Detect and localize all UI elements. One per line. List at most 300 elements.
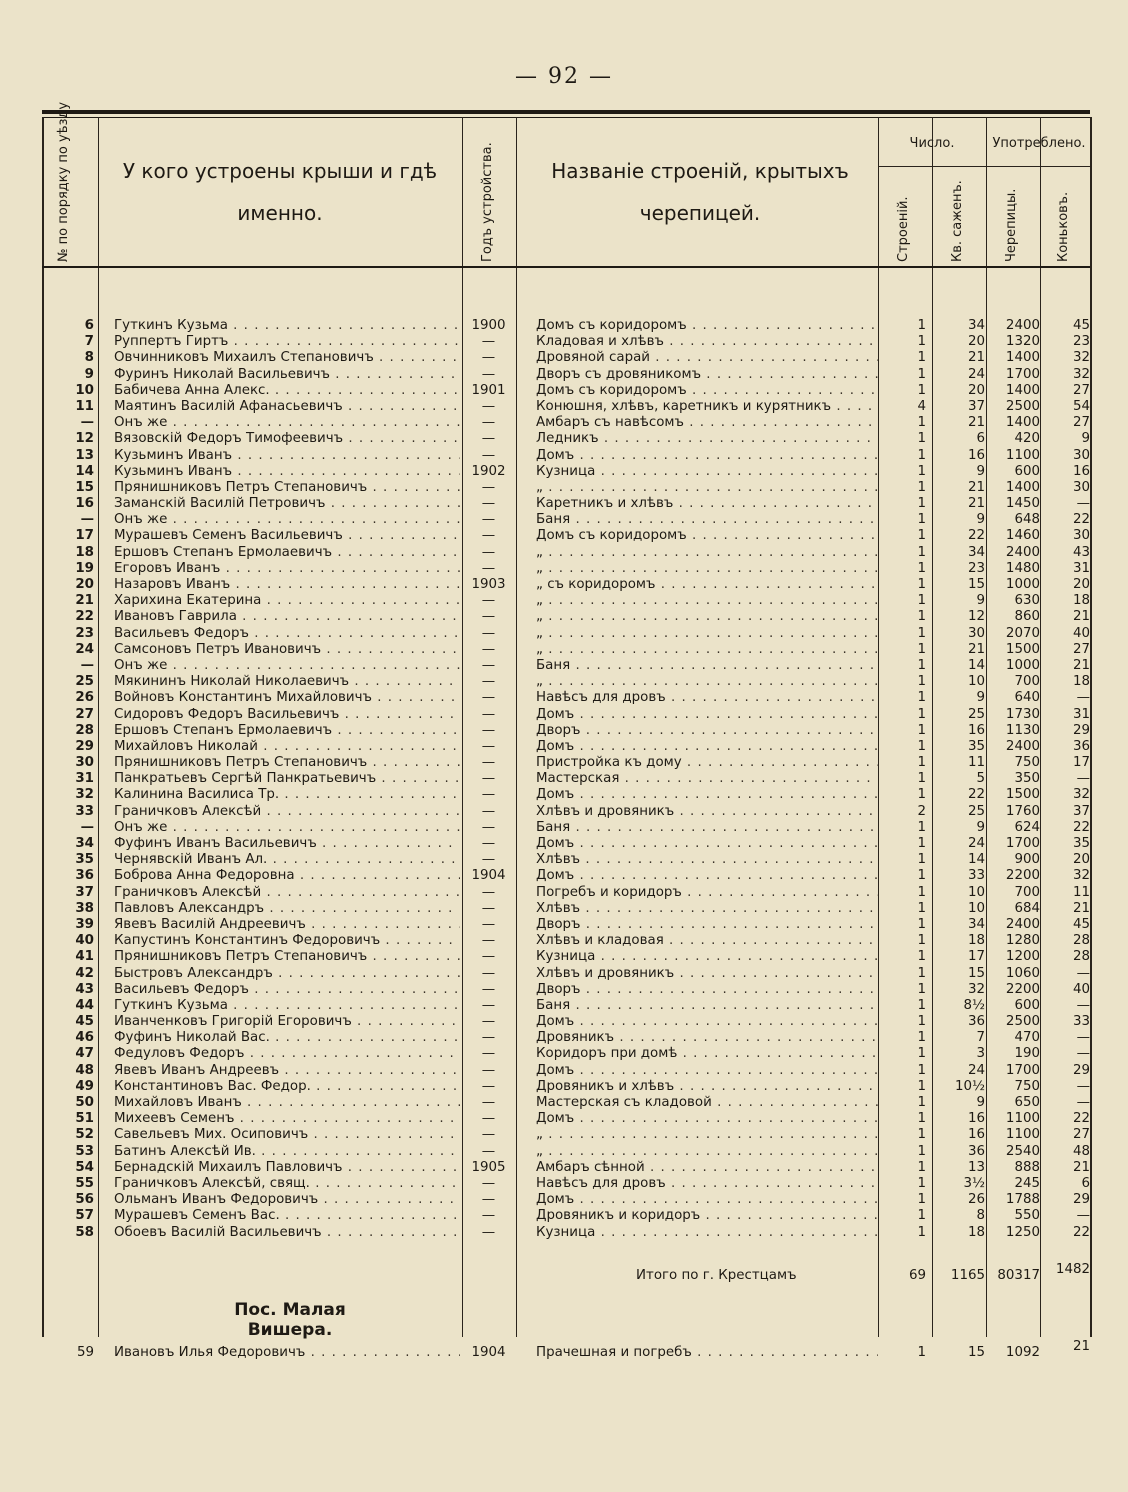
row-area: 24 bbox=[967, 836, 985, 851]
row-tiles: 2400 bbox=[1005, 738, 1040, 754]
group-rule bbox=[878, 166, 1090, 167]
row-tiles: 1060 bbox=[1005, 965, 1040, 981]
row-area: 16 bbox=[967, 447, 985, 463]
row-tiles: 1200 bbox=[1005, 949, 1040, 965]
header-count: Строеній. bbox=[896, 196, 911, 262]
row-owner: Иванченковъ Григорій Егоровичъ . . . bbox=[114, 1014, 460, 1030]
row-tiles: 630 bbox=[1014, 593, 1040, 609]
row-tiles: 648 bbox=[1014, 512, 1040, 528]
row-count: 1 bbox=[917, 382, 926, 398]
row-year: — bbox=[481, 496, 496, 512]
total-count: 69 bbox=[908, 1268, 926, 1283]
row-ridges: 54 bbox=[1072, 398, 1090, 414]
row-ridges: 30 bbox=[1072, 447, 1090, 463]
row-tiles: 1130 bbox=[1005, 722, 1040, 738]
row-ridges: 27 bbox=[1072, 641, 1090, 657]
row-count: 1 bbox=[917, 1095, 926, 1110]
row-ridges: 28 bbox=[1072, 949, 1090, 965]
row-tiles: 2200 bbox=[1005, 981, 1040, 997]
row-ridges: 23 bbox=[1072, 334, 1090, 350]
row-year: — bbox=[481, 334, 496, 350]
row-tiles: 1250 bbox=[1005, 1224, 1040, 1240]
row-year: — bbox=[481, 1192, 496, 1208]
row-area: 10 bbox=[967, 900, 985, 916]
table-row bbox=[42, 350, 1092, 366]
row-count: 1 bbox=[917, 981, 926, 997]
row-ridges: 27 bbox=[1072, 1127, 1090, 1143]
row-building: Хлѣвъ и кладовая . . . bbox=[536, 933, 878, 949]
row-owner: Кузьминъ Иванъ . . . bbox=[114, 464, 460, 480]
row-num: 16 bbox=[75, 496, 94, 512]
row-count: 1 bbox=[917, 916, 926, 932]
row-num: — bbox=[80, 657, 94, 673]
row-count: 1 bbox=[917, 674, 926, 690]
row-ridges: 20 bbox=[1072, 852, 1090, 868]
row-num: 47 bbox=[75, 1046, 94, 1062]
row-owner: Прянишниковъ Петръ Степановичъ . . . bbox=[114, 480, 460, 496]
row-area: 18 bbox=[967, 933, 985, 949]
row-count: 1 bbox=[917, 641, 926, 657]
row-ridges: 21 bbox=[1072, 657, 1090, 673]
table-body bbox=[42, 318, 1092, 1241]
row-area: 24 bbox=[967, 1062, 985, 1078]
row-num: 6 bbox=[84, 318, 94, 333]
row-building: „ . . . bbox=[536, 609, 878, 625]
row-tiles: 1760 bbox=[1005, 803, 1040, 819]
row-building: „ . . . bbox=[536, 561, 878, 577]
row-building: Дровяникъ и коридоръ . . . bbox=[536, 1208, 878, 1224]
row-tiles: 2500 bbox=[1005, 398, 1040, 414]
row-count: 1 bbox=[917, 852, 926, 868]
row-count: 1 bbox=[917, 1062, 926, 1078]
row-building: „ съ коридоромъ . . . bbox=[536, 577, 878, 593]
row-ridges: 35 bbox=[1072, 836, 1090, 851]
row-building: Домъ съ коридоромъ . . . bbox=[536, 528, 878, 544]
row-count: 1 bbox=[917, 609, 926, 625]
row-ridges: 22 bbox=[1072, 1224, 1090, 1240]
row-year: — bbox=[481, 836, 496, 851]
row-owner: Граничковъ Алексѣй, свящ. . . . bbox=[114, 1176, 460, 1192]
row-num: 33 bbox=[75, 803, 94, 819]
row-year: — bbox=[481, 819, 496, 835]
row-area: 6 bbox=[976, 431, 985, 447]
row-ridges: 30 bbox=[1072, 528, 1090, 544]
table-row bbox=[42, 318, 1092, 334]
row-building: „ . . . bbox=[536, 674, 878, 690]
table-row bbox=[42, 1063, 1092, 1079]
row-building: Хлѣвъ и дровяникъ . . . bbox=[536, 966, 878, 982]
row-count: 1 bbox=[917, 1345, 926, 1360]
row-area: 18 bbox=[967, 1224, 985, 1240]
table-row bbox=[42, 852, 1092, 868]
row-count: 1 bbox=[917, 1159, 926, 1175]
row-num: 30 bbox=[75, 755, 94, 771]
row-building: Домъ . . . bbox=[536, 868, 878, 884]
row-owner: Васильевъ Федоръ . . . bbox=[114, 982, 460, 998]
row-tiles: 1280 bbox=[1005, 933, 1040, 949]
row-num: 46 bbox=[75, 1030, 94, 1046]
row-ridges: 16 bbox=[1072, 463, 1090, 479]
row-building: Погребъ и коридоръ . . . bbox=[536, 885, 878, 901]
total-label: Итого по г. Крестцамъ bbox=[636, 1268, 797, 1283]
row-year: — bbox=[481, 1127, 496, 1143]
row-year: — bbox=[481, 1143, 496, 1159]
row-tiles: 1700 bbox=[1005, 1062, 1040, 1078]
row-year: 1904 bbox=[471, 868, 506, 884]
row-num: 52 bbox=[75, 1127, 94, 1143]
row-owner: Бернадскій Михаилъ Павловичъ . . . bbox=[114, 1160, 460, 1176]
row-tiles: 860 bbox=[1014, 609, 1040, 625]
row-owner: Мурашевъ Семенъ Васильевичъ . . . bbox=[114, 528, 460, 544]
row-tiles: 1000 bbox=[1005, 577, 1040, 592]
row-owner: Граничковъ Алексѣй . . . bbox=[114, 804, 460, 820]
row-building: Домъ . . . bbox=[536, 448, 878, 464]
row-building: Пристройка къ дому . . . bbox=[536, 755, 878, 771]
row-area: 30 bbox=[967, 625, 985, 641]
table-row bbox=[42, 577, 1092, 593]
row-building: Домъ . . . bbox=[536, 1014, 878, 1030]
table-row bbox=[42, 367, 1092, 383]
row-area: 9 bbox=[976, 463, 985, 479]
row-ridges: 31 bbox=[1072, 560, 1090, 576]
row-year: — bbox=[481, 1014, 496, 1030]
row-count: 1 bbox=[917, 1175, 926, 1191]
row-tiles: 600 bbox=[1014, 463, 1040, 479]
row-ridges: 22 bbox=[1072, 1111, 1090, 1127]
row-year: — bbox=[481, 933, 496, 949]
row-year: 1903 bbox=[471, 577, 506, 592]
table-row bbox=[42, 690, 1092, 706]
row-year: — bbox=[481, 997, 496, 1013]
row-owner: Войновъ Константинъ Михайловичъ . . . bbox=[114, 690, 460, 706]
table-row bbox=[42, 626, 1092, 642]
row-count: 1 bbox=[917, 965, 926, 981]
row-count: 1 bbox=[917, 350, 926, 366]
row-owner: Михайловъ Иванъ . . . bbox=[114, 1095, 460, 1111]
row-num: 39 bbox=[75, 916, 94, 932]
row-count: 1 bbox=[917, 1111, 926, 1127]
total-tiles: 80317 bbox=[997, 1268, 1040, 1283]
row-owner: Калинина Василиса Тр. . . . bbox=[114, 787, 460, 803]
row-num: 40 bbox=[75, 933, 94, 949]
row-owner: Васильевъ Федоръ . . . bbox=[114, 626, 460, 642]
row-area: 10 bbox=[967, 884, 985, 900]
row-owner: Фуринъ Николай Васильевичъ . . . bbox=[114, 367, 460, 383]
row-area: 7 bbox=[976, 1030, 985, 1046]
row-year: — bbox=[481, 350, 496, 366]
table-row bbox=[42, 1046, 1092, 1062]
row-tiles: 1500 bbox=[1005, 641, 1040, 657]
row-num: 53 bbox=[75, 1143, 94, 1159]
row-ridges: 22 bbox=[1072, 512, 1090, 528]
row-area: 9 bbox=[976, 690, 985, 706]
row-num: 59 bbox=[76, 1345, 94, 1360]
row-tiles: 1100 bbox=[1005, 447, 1040, 463]
table-row bbox=[42, 982, 1092, 998]
row-tiles: 2400 bbox=[1005, 318, 1040, 333]
table-row bbox=[42, 1144, 1092, 1160]
row-num: 54 bbox=[75, 1159, 94, 1175]
row-ridges: 32 bbox=[1072, 868, 1090, 884]
row-area: 21 bbox=[967, 496, 985, 512]
table-row bbox=[42, 998, 1092, 1014]
row-tiles: 2400 bbox=[1005, 916, 1040, 932]
header-group-used: Употреблено. bbox=[992, 136, 1086, 151]
row-area: 9 bbox=[976, 1095, 985, 1110]
row-tiles: 1730 bbox=[1005, 706, 1040, 722]
row-num: 23 bbox=[75, 625, 94, 641]
table-row bbox=[42, 561, 1092, 577]
row-year: — bbox=[481, 1030, 496, 1046]
row-owner: Заманскій Василій Петровичъ . . . bbox=[114, 496, 460, 512]
row-ridges: 9 bbox=[1081, 431, 1090, 447]
row-area: 9 bbox=[976, 819, 985, 835]
row-tiles: 750 bbox=[1014, 1078, 1040, 1094]
row-year: — bbox=[481, 1224, 496, 1240]
row-tiles: 1700 bbox=[1005, 366, 1040, 382]
row-num: 7 bbox=[84, 334, 94, 350]
table-row bbox=[42, 609, 1092, 625]
row-building: Дровяной сарай . . . bbox=[536, 350, 878, 366]
row-area: 9 bbox=[976, 512, 985, 528]
row-count: 1 bbox=[917, 593, 926, 609]
table-row bbox=[42, 1339, 1092, 1363]
row-count: 1 bbox=[917, 479, 926, 495]
row-owner: Обоевъ Василій Васильевичъ . . . bbox=[114, 1225, 460, 1241]
header-ridges: Коньковъ. bbox=[1056, 191, 1071, 262]
row-count: 1 bbox=[917, 496, 926, 512]
row-num: 24 bbox=[75, 641, 94, 657]
row-ridges: 48 bbox=[1072, 1143, 1090, 1159]
row-area: 10½ bbox=[954, 1078, 985, 1094]
row-count: 1 bbox=[917, 560, 926, 576]
table-row bbox=[42, 787, 1092, 803]
row-area: 34 bbox=[967, 544, 985, 560]
row-num: 43 bbox=[75, 981, 94, 997]
table-row bbox=[42, 480, 1092, 496]
row-year: — bbox=[481, 593, 496, 609]
row-ridges: 27 bbox=[1072, 415, 1090, 431]
row-num: 31 bbox=[75, 771, 94, 787]
row-count: 1 bbox=[917, 868, 926, 884]
row-area: 3½ bbox=[963, 1175, 985, 1191]
row-area: 21 bbox=[967, 641, 985, 657]
row-count: 1 bbox=[917, 577, 926, 592]
row-area: 12 bbox=[967, 609, 985, 625]
row-owner: Харихина Екатерина . . . bbox=[114, 593, 460, 609]
row-area: 9 bbox=[976, 593, 985, 609]
row-area: 21 bbox=[967, 479, 985, 495]
row-owner: Онъ же . . . bbox=[114, 512, 460, 528]
row-building: Дворъ . . . bbox=[536, 723, 878, 739]
row-building: Дворъ . . . bbox=[536, 917, 878, 933]
row-ridges: 18 bbox=[1072, 674, 1090, 690]
row-owner: Мурашевъ Семенъ Вас. . . . bbox=[114, 1208, 460, 1224]
row-tiles: 1400 bbox=[1005, 382, 1040, 398]
row-num: 26 bbox=[75, 690, 94, 706]
row-owner: Фуфинъ Николай Вас. . . . bbox=[114, 1030, 460, 1046]
row-year: — bbox=[481, 479, 496, 495]
row-year: — bbox=[481, 916, 496, 932]
table-row bbox=[42, 415, 1092, 431]
row-num: 27 bbox=[75, 706, 94, 722]
row-tiles: 684 bbox=[1014, 900, 1040, 916]
row-num: 11 bbox=[75, 398, 94, 414]
row-ridges: 30 bbox=[1072, 479, 1090, 495]
row-year: 1901 bbox=[471, 382, 506, 398]
row-count: 1 bbox=[917, 884, 926, 900]
table-row bbox=[42, 334, 1092, 350]
row-area: 5 bbox=[976, 771, 985, 787]
top-rule bbox=[42, 110, 1090, 114]
row-owner: Михайловъ Николай . . . bbox=[114, 739, 460, 755]
row-num: 51 bbox=[75, 1111, 94, 1127]
row-count: 1 bbox=[917, 1208, 926, 1224]
table-row bbox=[42, 901, 1092, 917]
table-row bbox=[42, 804, 1092, 820]
row-area: 17 bbox=[967, 949, 985, 965]
row-building: Каретникъ и хлѣвъ . . . bbox=[536, 496, 878, 512]
row-num: 34 bbox=[75, 836, 94, 851]
row-tiles: 2500 bbox=[1005, 1014, 1040, 1030]
row-building: „ . . . bbox=[536, 642, 878, 658]
row-count: 1 bbox=[917, 447, 926, 463]
table-row bbox=[42, 1030, 1092, 1046]
row-ridges: — bbox=[1076, 1078, 1090, 1094]
row-count: 1 bbox=[917, 431, 926, 447]
row-ridges: 11 bbox=[1072, 884, 1090, 900]
row-tiles: 550 bbox=[1014, 1208, 1040, 1224]
row-owner: Панкратьевъ Сергѣй Панкратьевичъ . . . bbox=[114, 771, 460, 787]
row-year: — bbox=[481, 771, 496, 787]
row-tiles: 640 bbox=[1014, 690, 1040, 706]
row-year: — bbox=[481, 1208, 496, 1224]
row-tiles: 1460 bbox=[1005, 528, 1040, 544]
row-owner: Павловъ Александръ . . . bbox=[114, 901, 460, 917]
row-count: 1 bbox=[917, 819, 926, 835]
row-area: 25 bbox=[967, 803, 985, 819]
header-tiles: Черепицы. bbox=[1004, 188, 1019, 262]
row-area: 32 bbox=[967, 981, 985, 997]
row-owner: Капустинъ Константинъ Федоровичъ . . . bbox=[114, 933, 460, 949]
row-building: Хлѣвъ . . . bbox=[536, 901, 878, 917]
row-year: — bbox=[481, 884, 496, 900]
header-owner: У кого устроены крыши и гдѣ именно. bbox=[122, 159, 438, 225]
table-row bbox=[42, 383, 1092, 399]
row-count: 1 bbox=[917, 722, 926, 738]
row-owner: Ивановъ Гаврила . . . bbox=[114, 609, 460, 625]
row-building: Баня . . . bbox=[536, 658, 878, 674]
row-ridges: 32 bbox=[1072, 350, 1090, 366]
row-year: — bbox=[481, 900, 496, 916]
row-building: Кладовая и хлѣвъ . . . bbox=[536, 334, 878, 350]
row-year: — bbox=[481, 641, 496, 657]
table-row bbox=[42, 642, 1092, 658]
row-building: Домъ съ коридоромъ . . . bbox=[536, 318, 878, 334]
row-num: 49 bbox=[75, 1078, 94, 1094]
table-row bbox=[42, 820, 1092, 836]
row-count: 1 bbox=[917, 528, 926, 544]
row-tiles: 190 bbox=[1014, 1046, 1040, 1062]
row-owner: Онъ же . . . bbox=[114, 658, 460, 674]
row-tiles: 1400 bbox=[1005, 415, 1040, 431]
row-count: 1 bbox=[917, 463, 926, 479]
row-num: 32 bbox=[75, 787, 94, 803]
row-area: 23 bbox=[967, 560, 985, 576]
row-tiles: 2540 bbox=[1005, 1143, 1040, 1159]
section-title: Пос. Малая Вишера. bbox=[234, 1300, 346, 1340]
row-owner: Онъ же . . . bbox=[114, 415, 460, 431]
total-ridges: 1482 bbox=[1055, 1262, 1090, 1277]
row-building: „ . . . bbox=[536, 593, 878, 609]
row-building: Мастерская съ кладовой . . . bbox=[536, 1095, 878, 1111]
row-building: Кузница . . . bbox=[536, 949, 878, 965]
row-count: 1 bbox=[917, 1143, 926, 1159]
row-count: 1 bbox=[917, 366, 926, 382]
table-row bbox=[42, 836, 1092, 852]
row-year: — bbox=[481, 852, 496, 868]
row-num: 17 bbox=[75, 528, 94, 544]
row-year: — bbox=[481, 738, 496, 754]
row-num: 14 bbox=[75, 463, 94, 479]
row-area: 26 bbox=[967, 1192, 985, 1208]
row-building: „ . . . bbox=[536, 545, 878, 561]
row-ridges: — bbox=[1076, 1095, 1090, 1110]
row-area: 16 bbox=[967, 722, 985, 738]
table-row bbox=[42, 1014, 1092, 1030]
row-building: „ . . . bbox=[536, 1144, 878, 1160]
row-count: 1 bbox=[917, 1014, 926, 1030]
row-num: 56 bbox=[75, 1192, 94, 1208]
row-count: 2 bbox=[917, 803, 926, 819]
row-area: 14 bbox=[967, 657, 985, 673]
row-count: 1 bbox=[917, 625, 926, 641]
row-owner: Бабичева Анна Алекс. . . . bbox=[114, 383, 460, 399]
table-row bbox=[42, 868, 1092, 884]
row-year: — bbox=[481, 1175, 496, 1191]
row-tiles: 624 bbox=[1014, 819, 1040, 835]
header-bottom-rule bbox=[42, 266, 1090, 268]
row-ridges: — bbox=[1076, 771, 1090, 787]
row-num: 36 bbox=[75, 868, 94, 884]
row-year: — bbox=[481, 1111, 496, 1127]
row-building: Амбаръ съ навѣсомъ . . . bbox=[536, 415, 878, 431]
header-area: Кв. саженъ. bbox=[950, 180, 965, 262]
row-year: — bbox=[481, 949, 496, 965]
row-area: 22 bbox=[967, 528, 985, 544]
row-area: 3 bbox=[976, 1046, 985, 1062]
row-year: — bbox=[481, 512, 496, 528]
row-num: — bbox=[80, 819, 94, 835]
row-area: 14 bbox=[967, 852, 985, 868]
row-year: 1904 bbox=[471, 1345, 506, 1360]
row-year: — bbox=[481, 544, 496, 560]
row-year: — bbox=[481, 965, 496, 981]
row-tiles: 1700 bbox=[1005, 836, 1040, 851]
row-owner: Константиновъ Вас. Федор. . . . bbox=[114, 1079, 460, 1095]
header-building: Названіе строеній, крытыхъ черепицей. bbox=[551, 159, 849, 225]
table-row bbox=[42, 1095, 1092, 1111]
row-year: — bbox=[481, 1046, 496, 1062]
table-row bbox=[42, 917, 1092, 933]
row-year: — bbox=[481, 803, 496, 819]
row-owner: Ольманъ Иванъ Федоровичъ . . . bbox=[114, 1192, 460, 1208]
row-ridges: 21 bbox=[1072, 1339, 1090, 1354]
row-num: 13 bbox=[75, 447, 94, 463]
table-row bbox=[42, 771, 1092, 787]
row-count: 1 bbox=[917, 657, 926, 673]
header-group-count: Число. bbox=[909, 136, 955, 151]
